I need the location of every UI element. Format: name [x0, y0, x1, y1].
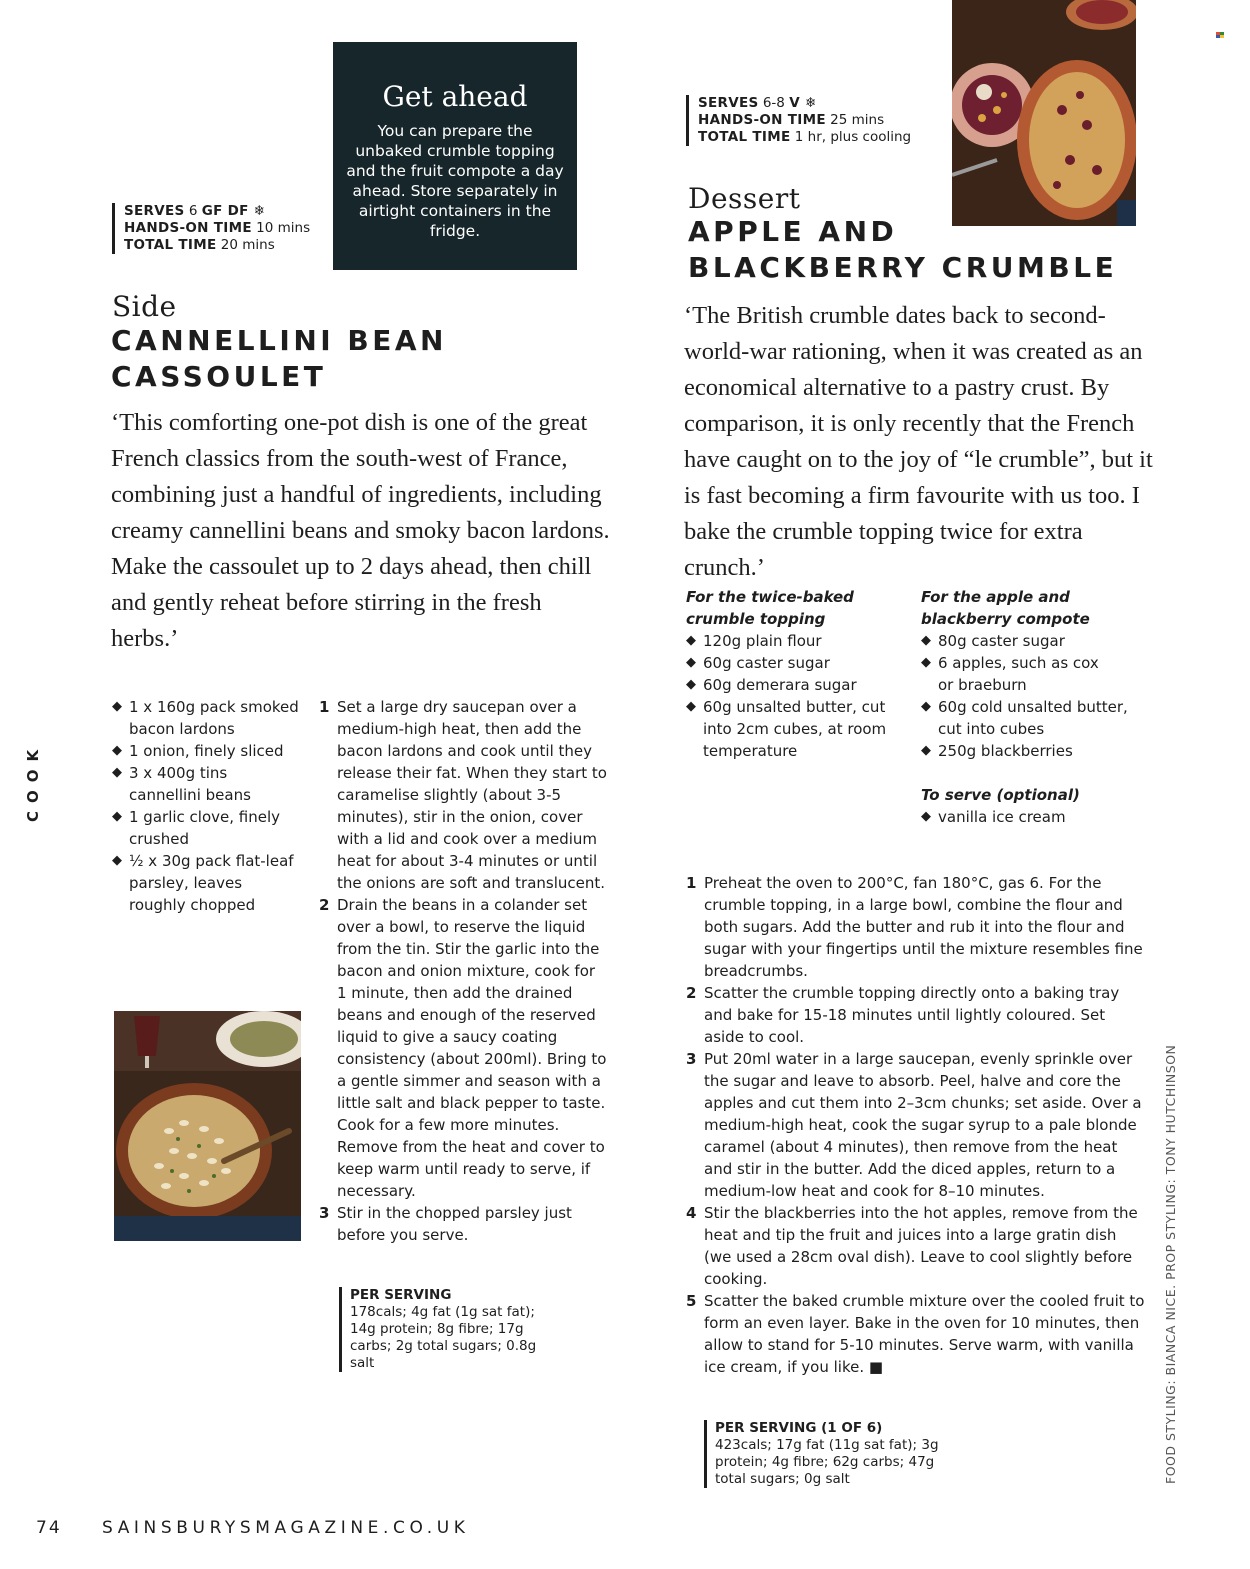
list-item: ◆ 120g plain flour [686, 632, 822, 650]
list-item: ◆ 6 apples, such as cox or braeburn [921, 654, 1099, 694]
list-item: ◆ 60g demerara sugar [686, 676, 857, 694]
method-step: 1 Set a large dry saucepan over a medium-high heat, then add the bacon lardons and cook until they release their fat. When they start to caramelise slightly (about 3-5 minutes), stir in the onion, cover with a lid and cook over a medium heat for about 3-4 minutes or until the onions are soft and translucent. [319, 698, 607, 892]
hands-on-value: 10 mins [256, 220, 311, 236]
step-number: 2 [319, 896, 330, 914]
diamond-bullet-icon: ◆ [686, 655, 696, 670]
step-number: 1 [319, 698, 330, 716]
per-serving-text: 178cals; 4g fat (1g sat fat); 14g protein; 8g fibre; 17g carbs; 2g total sugars; 0.8g salt [350, 1304, 537, 1371]
diamond-bullet-icon: ◆ [921, 633, 931, 648]
cassoulet-method [319, 696, 609, 1246]
diet-badges: GF DF ❄ [201, 203, 266, 219]
list-item: ◆ 1 garlic clove, finely crushed [112, 808, 281, 848]
compote-heading: For the apple and blackberry compote [921, 588, 1090, 628]
method-step: 1 Preheat the oven to 200°C, fan 180°C, gas 6. For the crumble topping, in a large bowl, combine the flour and both sugars. Add the butter and rub it into the flour and sugar with your fingertips until the mixture resembles fine breadcrumbs. [686, 874, 1143, 980]
list-item: ◆ 60g cold unsalted butter, cut into cubes [921, 698, 1128, 738]
crumble-photo [952, 0, 1136, 226]
topping-heading: For the twice-baked crumble topping [686, 588, 854, 628]
hands-on-label: HANDS-ON TIME [698, 112, 826, 128]
list-item: ◆ 1 x 160g pack smoked bacon lardons [112, 698, 299, 738]
per-serving-label: PER SERVING (1 OF 6) [715, 1420, 883, 1436]
serves-value: 6 [188, 203, 198, 219]
cassoulet-category: Side [112, 290, 177, 323]
serve-ingredients [921, 806, 1146, 828]
page-number: 74 [36, 1518, 62, 1538]
section-side-label: COOK [24, 741, 42, 822]
cassoulet-title [111, 323, 611, 395]
diamond-bullet-icon: ◆ [921, 699, 931, 714]
method-step: 3 Stir in the chopped parsley just before you serve. [319, 1204, 572, 1244]
list-item: ◆ 60g unsalted butter, cut into 2cm cubes, at room temperature [686, 698, 887, 760]
footer-site-link[interactable]: SAINSBURYSMAGAZINE.CO.UK [102, 1518, 470, 1538]
diamond-bullet-icon: ◆ [686, 633, 696, 648]
method-step: 3 Put 20ml water in a large saucepan, evenly sprinkle over the sugar and leave to absorb. Peel, halve and core the apples and cut them into 2–3cm chunks; set aside. Over a medium-high heat, cook the sugar syrup to a pale blonde caramel (about 4 minutes), then remove from the heat and stir in the butter. Add the diced apples, return to a medium-low heat and cook for 8–10 minutes. [686, 1050, 1142, 1200]
method-step: 5 Scatter the baked crumble mixture over the cooled fruit to form an even layer. Bake in the oven for 10 minutes, then allow to stand for 5-10 minutes. Serve warm, with vanilla ice cream, if you like. ■ [686, 1292, 1145, 1376]
diamond-bullet-icon: ◆ [112, 765, 122, 780]
diamond-bullet-icon: ◆ [921, 743, 931, 758]
get-ahead-box [333, 42, 577, 270]
step-number: 2 [686, 984, 697, 1002]
step-number: 1 [686, 874, 697, 892]
total-time-value: 20 mins [220, 237, 275, 253]
total-time-value: 1 hr, plus cooling [794, 129, 912, 145]
list-item: ◆ 250g blackberries [921, 742, 1073, 760]
cassoulet-ingredients [112, 696, 302, 916]
get-ahead-text: You can prepare the unbaked crumble topping and the fruit compote a day ahead. Store separately in airtight containers in the fridge. [346, 122, 564, 240]
cassoulet-intro: ‘This comforting one-pot dish is one of the great French classics from the south-west of France, combining just a handful of ingredients, including creamy cannellini beans and smoky bacon lardons. Make the cassoulet up to 2 days ahead, then chill and gently reheat before stirring in the fresh herbs.’ [111, 409, 610, 652]
per-serving-label: PER SERVING [350, 1287, 452, 1303]
serves-label: SERVES [124, 203, 185, 219]
hands-on-label: HANDS-ON TIME [124, 220, 252, 236]
crumble-title-line1: APPLE AND [688, 215, 898, 248]
compote-ingredients [921, 630, 1146, 762]
diamond-bullet-icon: ◆ [112, 699, 122, 714]
cassoulet-title-line1: CANNELLINI BEAN [111, 324, 447, 357]
list-item: ◆ 80g caster sugar [921, 632, 1065, 650]
cassoulet-per-serving [339, 1287, 540, 1372]
diamond-bullet-icon: ◆ [921, 655, 931, 670]
diamond-bullet-icon: ◆ [921, 809, 931, 824]
diamond-bullet-icon: ◆ [112, 743, 122, 758]
step-number: 3 [686, 1050, 697, 1068]
method-step: 2 Drain the beans in a colander set over a bowl, to reserve the liquid from the tin. Stir the garlic into the bacon and onion mixture, cook for 1 minute, then add the drained beans and enough of the reserved liquid to give a saucy coating consistency (about 200ml). Bring to a gentle simmer and season with a little salt and black pepper to taste. Cook for a few more minutes. Remove from the heat and cover to keep warm until ready to serve, if necessary. [319, 896, 607, 1200]
cassoulet-title-line2: CASSOULET [111, 360, 327, 393]
cassoulet-photo [114, 1011, 301, 1241]
method-step: 4 Stir the blackberries into the hot apples, remove from the heat and tip the fruit and juices into a large gratin dish (we used a 28cm oval dish). Leave to cool slightly before cooking. [686, 1204, 1138, 1288]
crumble-category: Dessert [688, 182, 801, 215]
step-number: 3 [319, 1204, 330, 1222]
diamond-bullet-icon: ◆ [112, 809, 122, 824]
crumble-title-line2: BLACKBERRY CRUMBLE [688, 251, 1118, 284]
per-serving-text: 423cals; 17g fat (11g sat fat); 3g protein; 4g fibre; 62g carbs; 47g total sugars; 0g salt [715, 1437, 939, 1487]
crumble-intro: ‘The British crumble dates back to second-world-war rationing, when it was created as an economical alternative to a pastry crust. By comparison, it is only recently that the French have caught on to the joy of “le crumble”, but it is fast becoming a firm favourite with us too. I bake the crumble topping twice for extra crunch.’ [684, 302, 1153, 581]
photo-credits: FOOD STYLING: BIANCA NICE. PROP STYLING: TONY HUTCHINSON [1163, 1044, 1178, 1484]
step-number: 4 [686, 1204, 697, 1222]
method-step: 2 Scatter the crumble topping directly onto a baking tray and bake for 15-18 minutes until lightly coloured. Set aside to cool. [686, 984, 1120, 1046]
topping-ingredients [686, 630, 901, 762]
list-item: ◆ 3 x 400g tins cannellini beans [112, 764, 251, 804]
serves-value: 6-8 [762, 95, 785, 111]
list-item: ◆ ½ x 30g pack flat-leaf parsley, leaves roughly chopped [112, 852, 294, 914]
step-number: 5 [686, 1292, 697, 1310]
crumble-photo-illustration [952, 0, 1136, 226]
total-time-label: TOTAL TIME [124, 237, 217, 253]
serves-label: SERVES [698, 95, 759, 111]
get-ahead-title: Get ahead [382, 80, 528, 113]
list-item: ◆ 60g caster sugar [686, 654, 830, 672]
crumble-method [686, 872, 1146, 1378]
hands-on-value: 25 mins [830, 112, 885, 128]
crumble-compote-section [921, 586, 1146, 828]
cassoulet-meta [112, 203, 354, 254]
cassoulet-photo-illustration [114, 1011, 301, 1241]
list-item: ◆ vanilla ice cream [921, 808, 1066, 826]
diamond-bullet-icon: ◆ [112, 853, 122, 868]
brand-color-mark [1216, 32, 1224, 38]
crumble-meta [686, 95, 938, 146]
serve-heading: To serve (optional) [921, 786, 1080, 804]
crumble-topping-section [686, 586, 901, 762]
diet-badges: V ❄ [789, 95, 817, 111]
diamond-bullet-icon: ◆ [686, 699, 696, 714]
crumble-title [688, 214, 1208, 286]
total-time-label: TOTAL TIME [698, 129, 791, 145]
diamond-bullet-icon: ◆ [686, 677, 696, 692]
list-item: ◆ 1 onion, finely sliced [112, 742, 284, 760]
crumble-per-serving [704, 1420, 955, 1488]
